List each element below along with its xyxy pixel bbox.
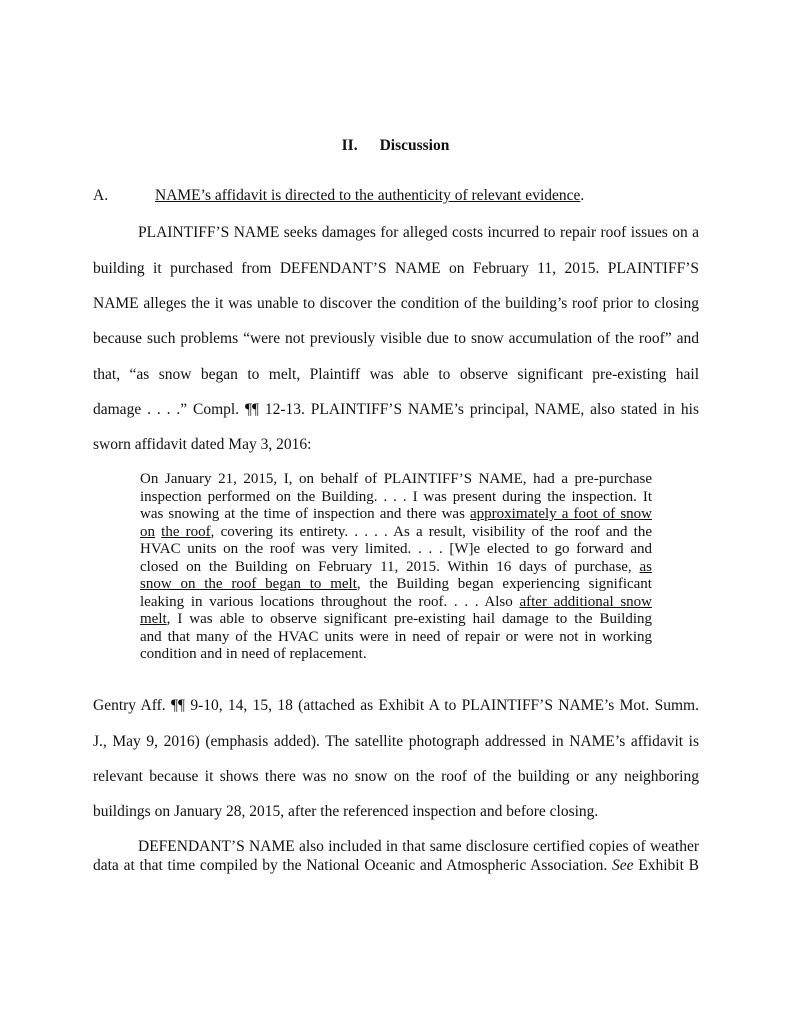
quote-line: and that many of the HVAC units were in need of repair or were not in working — [140, 628, 652, 645]
paragraph1-line: that, “as snow began to melt, Plaintiff was able to observe significant pre-existing hail — [93, 366, 699, 383]
subsection-title: NAME’s affidavit is directed to the authenticity of relevant evidence — [155, 187, 581, 204]
quote-emphasis: melt — [140, 611, 167, 627]
paragraph1-line: sworn affidavit dated May 3, 2016: — [93, 436, 312, 453]
quote-emphasis: snow on the roof began to melt — [140, 576, 357, 592]
quote-emphasis: the roof — [161, 523, 211, 540]
paragraph3-line: DEFENDANT’S NAME also included in that same disclosure certified copies of weather — [138, 838, 699, 855]
paragraph3-line: data at that time compiled by the National Oceanic and Atmospheric Association. See Exhibit B — [93, 857, 699, 874]
quote-emphasis: on — [140, 523, 155, 540]
section-number: II. — [341, 137, 358, 154]
quote-line: was snowing at the time of inspection and there was approximately a foot of snow — [140, 506, 653, 522]
citation-signal: See — [611, 857, 634, 874]
quote-emphasis: after additional snow — [519, 593, 652, 610]
quote-line: leaking in various locations throughout the roof. . . . Also after additional snow — [140, 593, 652, 610]
subsection-heading — [93, 187, 584, 205]
paragraph1-line: because such problems “were not previously visible due to snow accumulation of the roof” and — [93, 330, 699, 347]
paragraph1-line: PLAINTIFF’S NAME seeks damages for alleged costs incurred to repair roof issues on a — [138, 224, 699, 241]
quote-line: inspection performed on the Building. . . . I was present during the inspection. It — [140, 488, 652, 505]
block-quote — [140, 471, 652, 664]
paragraph2-line: J., May 9, 2016) (emphasis added). The satellite photograph addressed in NAME’s affidavit is — [93, 733, 699, 750]
subsection-period: . — [580, 187, 585, 204]
paragraph2-line: buildings on January 28, 2015, after the referenced inspection and before closing. — [93, 803, 599, 820]
quote-line: snow on the roof began to melt, the Building began experiencing significant — [140, 576, 652, 592]
quote-emphasis: as — [639, 558, 652, 575]
paragraph2-line: Gentry Aff. ¶¶ 9-10, 14, 15, 18 (attached as Exhibit A to PLAINTIFF’S NAME’s Mot. Summ. — [93, 697, 699, 714]
quote-line: on the roof, covering its entirety. . . . . As a result, visibility of the roof and the — [140, 523, 652, 540]
quote-line: melt, I was able to observe significant pre-existing hail damage to the Building — [140, 611, 652, 627]
quote-emphasis: approximately a foot of snow — [470, 506, 653, 522]
section-title: Discussion — [379, 137, 450, 154]
paragraph1-line: building it purchased from DEFENDANT’S NAME on February 11, 2015. PLAINTIFF’S — [93, 260, 699, 277]
section-heading — [0, 137, 791, 155]
quote-line: HVAC units on the roof was very limited. . . . [W]e elected to go forward and — [140, 541, 652, 557]
subsection-letter: A. — [93, 187, 109, 204]
quote-line: On January 21, 2015, I, on behalf of PLAINTIFF’S NAME, had a pre-purchase — [140, 471, 652, 487]
paragraph1-line: damage . . . .” Compl. ¶¶ 12-13. PLAINTIFF’S NAME’s principal, NAME, also stated in his — [93, 401, 699, 418]
paragraph2-line: relevant because it shows there was no snow on the roof of the building or any neighboring — [93, 768, 699, 785]
quote-line: closed on the Building on February 11, 2015. Within 16 days of purchase, as — [140, 558, 652, 575]
paragraph1-line: NAME alleges the it was unable to discover the condition of the building’s roof prior to closing — [93, 295, 699, 312]
quote-line: condition and in need of replacement. — [140, 646, 367, 662]
